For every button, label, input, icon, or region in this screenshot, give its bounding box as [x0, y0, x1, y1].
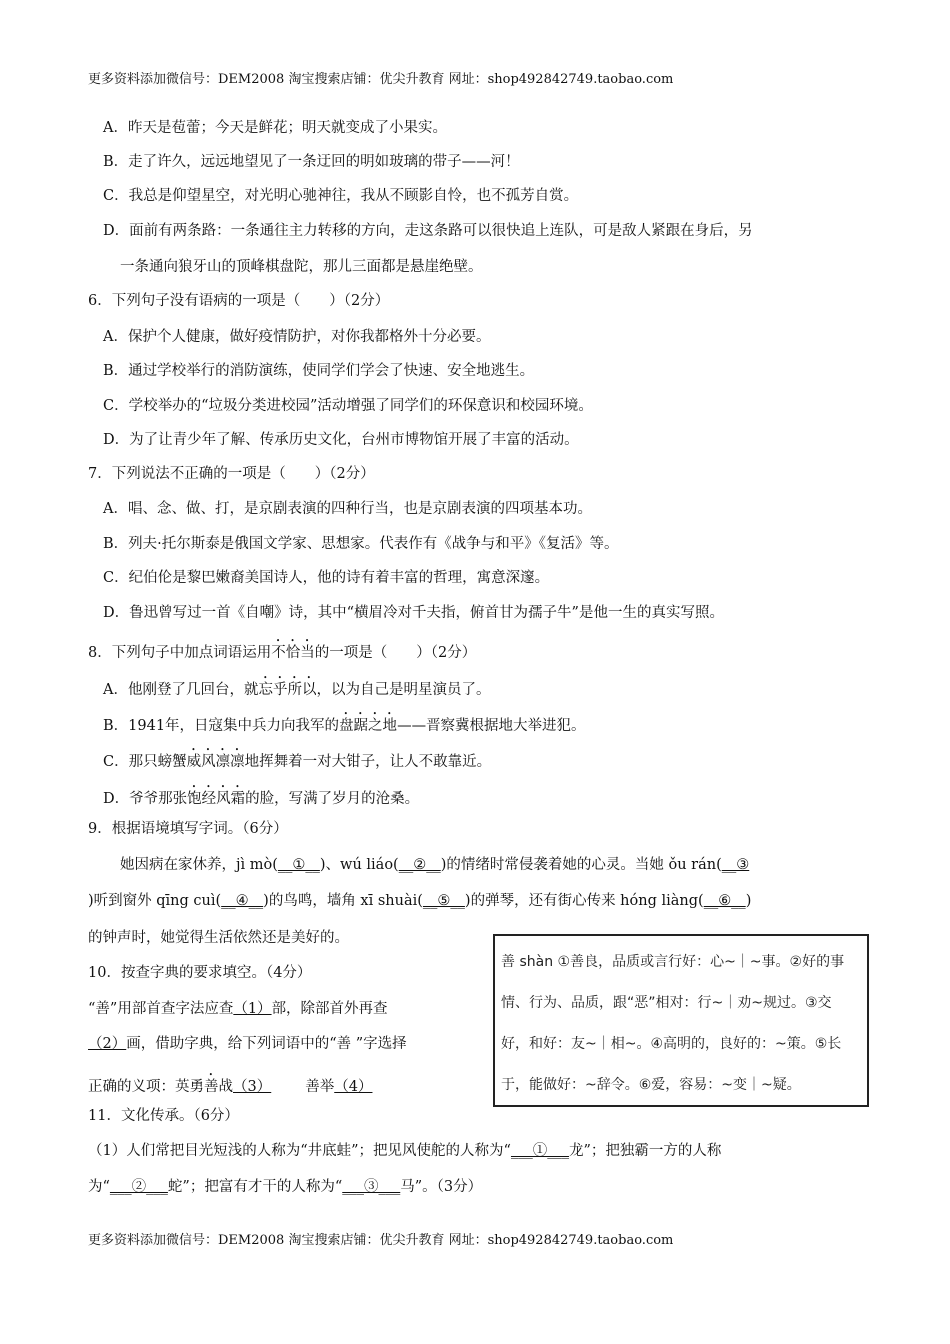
- q10-stem: 10．按查字典的要求填空。（4分）: [88, 965, 312, 981]
- q9-blank-3[interactable]: __③: [721, 857, 750, 873]
- q11-text: 龙”；把独霸一方的人称: [568, 1143, 722, 1159]
- q10-text: “善”用部首查字法应查: [88, 1001, 234, 1017]
- q11-blank-3[interactable]: ___③___: [342, 1179, 401, 1195]
- dict-line-2: 情、行为、品质，跟“恶”相对：行~｜劝~规过。③交: [501, 995, 832, 1011]
- q9-blank-1[interactable]: __①__: [277, 857, 320, 873]
- q10-dotted: 善: [204, 1079, 219, 1095]
- q8-b-dotted: 盘踞之地: [339, 718, 398, 734]
- q10-blank-3[interactable]: （3）: [233, 1079, 272, 1095]
- q8-option-b: [103, 710, 586, 736]
- dict-line-1: 善 shàn ①善良，品质或言行好：心~｜~事。②好的事: [501, 954, 845, 970]
- q10-line1: [88, 999, 388, 1019]
- q5-option-a: A．昨天是苞蕾；今天是鲜花；明天就变成了小果实。: [103, 120, 447, 136]
- q11-line1: [88, 1141, 721, 1161]
- q10-text: 画，借助字典，给下列词语中的“善 ”字选择: [126, 1036, 407, 1052]
- q9-text: 她因病在家休养，jì mò(: [120, 857, 278, 873]
- q9-line3: 的钟声时，她觉得生活依然还是美好的。: [88, 930, 349, 946]
- q10-text: 正确的义项：英勇: [88, 1079, 204, 1095]
- page-footer: 更多资料添加微信号：DEM2008 淘宝搜索店铺：优尖升教育 网址：shop492842749.taobao.com: [88, 1233, 674, 1248]
- q10-text: 部，除部首外再查: [271, 1001, 388, 1017]
- q9-blank-2[interactable]: __②__: [398, 857, 441, 873]
- q9-blank-5[interactable]: __⑤__: [422, 893, 465, 909]
- q10-text: 善举: [305, 1079, 335, 1095]
- q5-option-d-line2: 一条通向狼牙山的顶峰棋盘陀，那儿三面都是悬崖绝壁。: [120, 259, 483, 275]
- q6-option-d: D．为了让青少年了解、传承历史文化，台州市博物馆开展了丰富的活动。: [103, 432, 579, 448]
- q6-option-a: A．保护个人健康，做好疫情防护，对你我都格外十分必要。: [103, 329, 491, 345]
- q9-blank-6[interactable]: __⑥__: [703, 893, 746, 909]
- q6-option-c: C．学校举办的“垃圾分类进校园”活动增强了同学们的环保意识和校园环境。: [103, 398, 593, 414]
- q10-line3: [88, 1071, 372, 1097]
- q5-option-b: B．走了许久，远远地望见了一条迂回的明如玻璃的带子——河！: [103, 154, 520, 170]
- q9-line2: [88, 891, 751, 911]
- q8-b-post: ——晋察冀根据地大举进犯。: [397, 718, 586, 734]
- q8-b-pre: B．1941年，日寇集中兵力向我军的: [103, 718, 340, 734]
- q11-text: 马”。（3分）: [400, 1179, 483, 1195]
- q10-line2: [88, 1034, 407, 1054]
- q5-option-d-line1: D．面前有两条路：一条通往主力转移的方向，走这条路可以很快追上连队，可是敌人紧跟在身后，另: [103, 223, 753, 239]
- q11-stem: 11．文化传承。（6分）: [88, 1108, 239, 1124]
- q9-text: )的弹琴，还有街心传来 hóng liàng(: [464, 893, 704, 909]
- q10-blank-1[interactable]: （1）: [233, 1001, 272, 1017]
- q10-blank-4[interactable]: （4）: [334, 1079, 373, 1095]
- q5-option-c: C．我总是仰望星空，对光明心驰神往，我从不顾影自怜，也不孤芳自赏。: [103, 188, 579, 204]
- q11-blank-2[interactable]: ___②___: [109, 1179, 168, 1195]
- q9-stem: 9．根据语境填写字词。（6分）: [88, 821, 288, 837]
- q10-blank-2[interactable]: （2）: [88, 1036, 127, 1052]
- q9-text: )的情绪时常侵袭着她的心灵。当她 ǒu rán(: [440, 857, 722, 873]
- q11-line2: [88, 1177, 482, 1197]
- q11-text: （1）人们常把目光短浅的人称为“井底蛙”；把见风使舵的人称为“: [88, 1143, 511, 1159]
- q8-a-pre: A．他刚登了几回台，就: [103, 682, 259, 698]
- dict-line-3: 好，和好：友~｜相~。④高明的，良好的：~策。⑤长: [501, 1036, 842, 1052]
- q8-d-pre: D．爷爷那张: [103, 791, 188, 807]
- q8-stem-post: 的一项是（ ）（2分）: [314, 645, 477, 661]
- q11-blank-1[interactable]: ___①___: [510, 1143, 569, 1159]
- q8-option-c: [103, 746, 491, 772]
- q8-c-pre: C．那只螃蟹: [103, 754, 187, 770]
- q8-d-dotted: 饱经风霜: [187, 791, 246, 807]
- q9-line1: [120, 855, 749, 875]
- dictionary-entry-box: [493, 934, 869, 1107]
- q7-option-a: A．唱、念、做、打，是京剧表演的四种行当，也是京剧表演的四项基本功。: [103, 501, 592, 517]
- q6-stem: 6．下列句子没有语病的一项是（ ）（2分）: [88, 293, 390, 309]
- q8-stem-emphasis: 不恰当: [271, 645, 315, 661]
- q7-option-b: B．列夫·托尔斯泰是俄国文学家、思想家。代表作有《战争与和平》《复活》等。: [103, 536, 619, 552]
- q8-stem-pre: 8．下列句子中加点词语运用: [88, 645, 272, 661]
- q7-option-c: C．纪伯伦是黎巴嫩裔美国诗人，他的诗有着丰富的哲理，寓意深邃。: [103, 570, 550, 586]
- q6-option-b: B．通过学校举行的消防演练，使同学们学会了快速、安全地逃生。: [103, 363, 535, 379]
- q8-a-dotted: 忘乎所以: [258, 682, 317, 698]
- q8-stem: [88, 637, 476, 663]
- dict-line-4: 于，能做好：~辞令。⑥爱，容易：~变｜~疑。: [501, 1077, 801, 1093]
- q10-text: 战: [218, 1079, 233, 1095]
- q9-text: )、wú liáo(: [319, 857, 399, 873]
- q8-a-post: ，以为自己是明星演员了。: [316, 682, 491, 698]
- q7-stem: 7．下列说法不正确的一项是（ ）（2分）: [88, 466, 375, 482]
- q8-option-a: [103, 674, 490, 700]
- page-header: 更多资料添加微信号：DEM2008 淘宝搜索店铺：优尖升教育 网址：shop492842749.taobao.com: [88, 72, 674, 87]
- q8-option-d: [103, 783, 419, 809]
- q11-text: 蛇”；把富有才干的人称为“: [167, 1179, 343, 1195]
- q8-c-dotted: 威风凛凛: [186, 754, 245, 770]
- q9-blank-4[interactable]: __④__: [221, 893, 264, 909]
- q8-c-post: 地挥舞着一对大钳子，让人不敢靠近。: [244, 754, 492, 770]
- q7-option-d: D．鲁迅曾写过一首《自嘲》诗，其中“横眉冷对千夫指，俯首甘为孺子牛”是他一生的真实写照。: [103, 605, 724, 621]
- q8-d-post: 的脸，写满了岁月的沧桑。: [245, 791, 420, 807]
- q11-text: 为“: [88, 1179, 110, 1195]
- q9-text: ): [745, 893, 752, 909]
- q9-text: )听到窗外 qīng cuì(: [88, 893, 222, 909]
- q9-text: )的鸟鸣，墙角 xī shuài(: [263, 893, 423, 909]
